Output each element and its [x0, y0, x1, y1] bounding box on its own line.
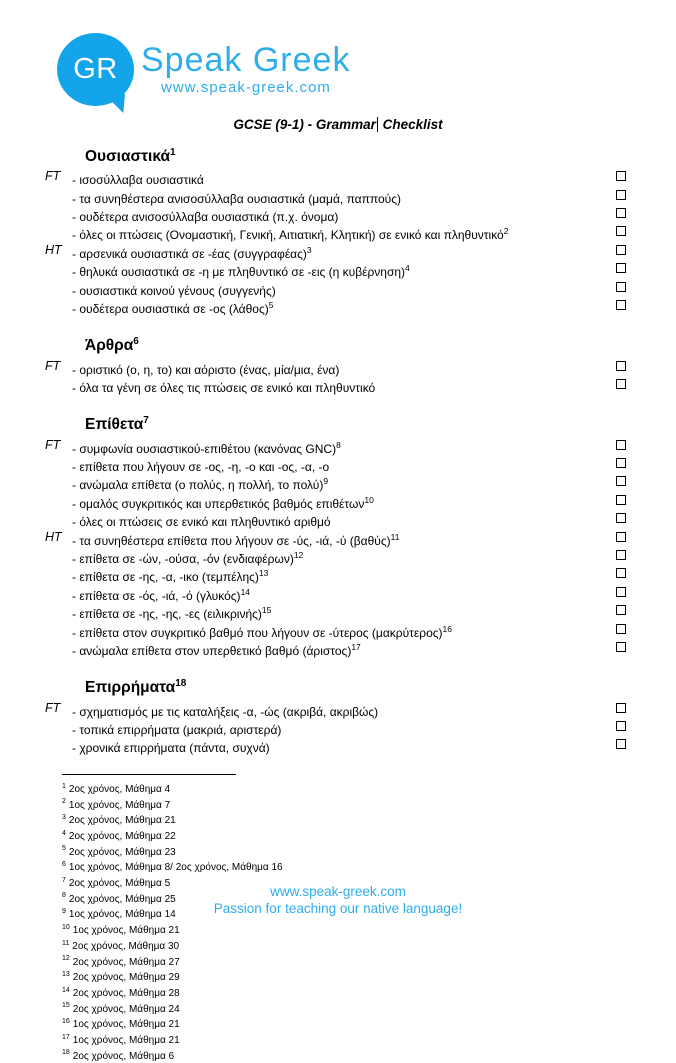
checklist-item-row: [45, 493, 626, 511]
checkbox[interactable]: [616, 361, 626, 371]
footnote-number: 18: [62, 1049, 70, 1057]
checkbox[interactable]: [616, 605, 626, 615]
item-text: [72, 280, 608, 298]
checkbox[interactable]: [616, 495, 626, 505]
section-heading-footnote-ref: 7: [143, 415, 149, 427]
item-text-body: - ουδέτερα ανισοσύλλαβα ουσιαστικά (π.χ. όνομα): [72, 209, 339, 224]
title-text-after-cursor: Checklist: [382, 117, 443, 132]
footnote: [62, 1016, 626, 1032]
footnote-number: 2: [62, 798, 66, 806]
item-footnote-ref: 2: [503, 226, 509, 237]
item-footnote-ref: 9: [323, 476, 329, 487]
section-heading-footnote-ref: 1: [170, 147, 176, 158]
item-text-body: - αρσενικά ουσιαστικά σε -έας (συγγραφέας): [72, 246, 307, 261]
sections: [45, 144, 626, 756]
item-text-body: - θηλυκά ουσιαστικά σε -η με πληθυντικό σε -εις (η κυβέρνηση): [72, 265, 406, 280]
item-footnote-ref: 15: [261, 605, 272, 616]
item-text-body: - επίθετα που λήγουν σε -ος, -η, -ο και -ος, -α, -ο: [72, 459, 330, 474]
footnote-text: 2ος χρόνος, Μάθημα 22: [68, 831, 176, 843]
item-text: [72, 719, 608, 737]
footnote-number: 9: [62, 908, 66, 916]
item-text: [72, 640, 608, 658]
item-text: [72, 438, 608, 456]
footnote-text: 2ος χρόνος, Μάθημα 29: [72, 972, 180, 984]
footnote-number: 12: [62, 955, 70, 963]
footnote-text: 2ος χρόνος, Μάθημα 24: [72, 1003, 180, 1015]
section-items: [45, 438, 626, 659]
footnote-list: [62, 781, 626, 1063]
section-heading-text: Επίθετα: [85, 416, 144, 434]
section-heading-text: Επιρρήματα: [85, 679, 176, 697]
item-text-body: - τα συνηθέστερα επίθετα που λήγουν σε -ύς, -ιά, -ύ (βαθύς): [72, 533, 391, 548]
checklist-item-row: [45, 530, 626, 548]
item-text: [72, 224, 608, 242]
brand-name: Speak Greek: [141, 41, 351, 79]
footnote-number: 5: [62, 845, 66, 853]
checkbox[interactable]: [616, 263, 626, 273]
checkbox[interactable]: [616, 208, 626, 218]
item-text: [72, 377, 608, 395]
checklist-item-row: [45, 224, 626, 242]
item-text: [72, 359, 608, 377]
checklist-item-row: [45, 640, 626, 658]
item-text: [72, 493, 608, 511]
checklist-item-row: [45, 719, 626, 737]
checklist-item-row: [45, 548, 626, 566]
item-footnote-ref: 10: [364, 494, 374, 505]
item-text: [72, 603, 608, 621]
footnote: [62, 1032, 626, 1048]
section-items: [45, 169, 626, 316]
checklist-item-row: [45, 206, 626, 224]
section-heading: [85, 675, 626, 697]
title-text-before-cursor: GCSE (9-1) - Grammar: [233, 117, 376, 132]
item-text-body: - επίθετα σε -ης, -ης, -ες (ειλικρινής): [72, 607, 262, 622]
item-text: [72, 298, 608, 316]
footnote: [62, 985, 626, 1001]
checkbox[interactable]: [616, 282, 626, 292]
footnote-text: 2ος χρόνος, Μάθημα 21: [68, 815, 176, 827]
footnote: [62, 1047, 626, 1063]
footnote-text: 1ος χρόνος, Μάθημα 8/ 2ος χρόνος, Μάθημα 16: [68, 862, 283, 874]
footnote-number: 4: [62, 829, 66, 837]
checkbox[interactable]: [616, 379, 626, 389]
item-text-body: - ανώμαλα επίθετα στον υπερθετικό βαθμό (άριστος): [72, 644, 352, 658]
checklist-item-row: [45, 566, 626, 584]
item-footnote-ref: 14: [240, 586, 251, 597]
footnote-text: 2ος χρόνος, Μάθημα 28: [72, 987, 180, 999]
item-text-body: - επίθετα σε -ης, -α, -ικο (τεμπέλης): [72, 570, 259, 585]
item-text-body: - ουδέτερα ουσιαστικά σε -ος (λάθος): [72, 302, 269, 316]
checklist-item-row: [45, 377, 626, 395]
checkbox[interactable]: [616, 568, 626, 578]
item-text: [72, 585, 608, 603]
item-text-body: - όλα τα γένη σε όλες τις πτώσεις σε ενικό και πληθυντικό: [72, 380, 376, 395]
checkbox[interactable]: [616, 739, 626, 749]
section-heading: [85, 144, 626, 166]
footnote-text: 1ος χρόνος, Μάθημα 14: [68, 909, 176, 921]
checkbox[interactable]: [616, 550, 626, 560]
item-footnote-ref: 3: [306, 244, 312, 255]
section-heading-text: Άρθρα: [85, 337, 134, 355]
footnote-number: 8: [62, 892, 66, 900]
checklist-content: [45, 144, 626, 1063]
brand-block: [141, 33, 350, 96]
tier-label: HT: [45, 242, 62, 257]
item-text-body: - όλες οι πτώσεις (Ονομαστική, Γενική, Αιτιατική, Κλητική) σε ενικό και πληθυντικό: [72, 228, 504, 243]
footer-tagline: Passion for teaching our native language!: [213, 900, 463, 916]
item-text-body: - επίθετα στον συγκριτικό βαθμό που λήγουν σε -ύτερος (μακρύτερος): [72, 625, 443, 640]
footnote-number: 17: [62, 1033, 70, 1041]
footnote-text: 2ος χρόνος, Μάθημα 30: [72, 940, 180, 952]
item-footnote-ref: 5: [268, 300, 274, 310]
item-text-body: - ομαλός συγκριτικός και υπερθετικός βαθμός επιθέτων: [72, 496, 365, 511]
item-text: [72, 530, 608, 548]
checklist-section: [45, 412, 626, 658]
footnote-text: 1ος χρόνος, Μάθημα 21: [72, 925, 180, 937]
checklist-item-row: [45, 622, 626, 640]
section-heading: [85, 333, 626, 355]
checklist-item-row: [45, 474, 626, 492]
footnote-number: 16: [62, 1017, 70, 1025]
item-text-body: - τα συνηθέστερα ανισοσύλλαβα ουσιαστικά (μαμά, παππούς): [72, 191, 402, 206]
item-text: [72, 548, 608, 566]
checklist-item-row: [45, 243, 626, 261]
checkbox[interactable]: [616, 642, 626, 652]
footnote-text: 2ος χρόνος, Μάθημα 23: [68, 846, 176, 858]
footnote-text: 1ος χρόνος, Μάθημα 7: [68, 799, 171, 811]
item-footnote-ref: 4: [405, 263, 410, 274]
checkbox[interactable]: [616, 532, 626, 542]
item-footnote-ref: 16: [442, 623, 452, 634]
text-cursor: [377, 117, 378, 132]
checkbox[interactable]: [616, 226, 626, 236]
checkbox[interactable]: [616, 171, 626, 181]
footnote: [62, 953, 626, 969]
checkbox[interactable]: [616, 476, 626, 486]
footnote-number: 1: [62, 782, 66, 790]
tier-label: FT: [45, 437, 61, 452]
item-text-body: - σχηματισμός με τις καταλήξεις -α, -ώς (ακριβά, ακριβώς): [72, 704, 379, 719]
item-text-body: - χρονικά επιρρήματα (πάντα, συχνά): [72, 741, 270, 756]
footnote-separator: [62, 774, 236, 775]
item-footnote-ref: 12: [293, 549, 304, 560]
item-text: [72, 456, 608, 474]
footnote-text: 2ος χρόνος, Μάθημα 5: [68, 878, 171, 890]
footnote-number: 11: [62, 939, 70, 947]
footnote-text: 1ος χρόνος, Μάθημα 21: [72, 1034, 180, 1046]
page-title: [0, 117, 676, 132]
footnote-text: 1ος χρόνος, Μάθημα 21: [72, 1019, 180, 1031]
item-footnote-ref: 8: [336, 439, 341, 450]
checklist-item-row: [45, 585, 626, 603]
item-text: [72, 474, 608, 492]
item-footnote-ref: 11: [390, 531, 400, 542]
footnote: [62, 812, 626, 828]
checklist-item-row: [45, 511, 626, 529]
item-text-body: - ανώμαλα επίθετα (ο πολύς, η πολλή, το πολύ): [72, 478, 324, 493]
item-text: [72, 188, 608, 206]
item-footnote-ref: 17: [351, 642, 361, 652]
item-text-body: - συμφωνία ουσιαστικού-επιθέτου (κανόνας GNC): [72, 441, 337, 456]
checklist-item-row: [45, 169, 626, 187]
item-text: [72, 206, 608, 224]
section-heading-footnote-ref: 18: [175, 678, 187, 690]
footnote-text: 2ος χρόνος, Μάθημα 27: [72, 956, 180, 968]
footnote-text: 2ος χρόνος, Μάθημα 25: [68, 893, 176, 905]
checklist-section: [45, 333, 626, 395]
checklist-item-row: [45, 737, 626, 755]
footnote: [62, 843, 626, 859]
item-text-body: - τοπικά επιρρήματα (μακριά, αριστερά): [72, 722, 282, 737]
footnote: [62, 796, 626, 812]
item-text: [72, 622, 608, 640]
footnote-number: 10: [62, 923, 70, 931]
footnote: [62, 969, 626, 985]
footnote-number: 15: [62, 1002, 70, 1010]
footnote: [62, 828, 626, 844]
item-footnote-ref: 13: [258, 568, 269, 579]
checklist-item-row: [45, 603, 626, 621]
checkbox[interactable]: [616, 300, 626, 310]
checklist-item-row: [45, 456, 626, 474]
checkbox[interactable]: [616, 190, 626, 200]
checkbox[interactable]: [616, 624, 626, 634]
checkbox[interactable]: [616, 440, 626, 450]
logo: [57, 33, 350, 106]
item-text: [72, 566, 608, 584]
footnotes: [62, 774, 626, 1063]
tier-label: FT: [45, 700, 61, 715]
section-heading-text: Ουσιαστικά: [85, 148, 171, 166]
footnote-number: 13: [62, 970, 70, 978]
footnote: [62, 922, 626, 938]
item-text: [72, 243, 608, 261]
footer-website: www.speak-greek.com: [270, 884, 406, 899]
footnote-number: 6: [62, 861, 66, 869]
checklist-item-row: [45, 298, 626, 316]
speech-bubble-icon: [57, 33, 134, 106]
checklist-item-row: [45, 438, 626, 456]
checklist-item-row: [45, 280, 626, 298]
item-text-body: - όλες οι πτώσεις σε ενικό και πληθυντικό αριθμό: [72, 515, 331, 530]
checkbox[interactable]: [616, 458, 626, 468]
checklist-item-row: [45, 359, 626, 377]
item-text: [72, 701, 608, 719]
footnote: [62, 859, 626, 875]
checkbox[interactable]: [616, 513, 626, 523]
tier-label: FT: [45, 169, 61, 184]
checklist-section: [45, 144, 626, 316]
checkbox[interactable]: [616, 703, 626, 713]
item-text-body: - οριστικό (ο, η, το) και αόριστο (ένας, μία/μια, ένα): [72, 362, 340, 377]
checklist-item-row: [45, 188, 626, 206]
checklist-item-row: [45, 261, 626, 279]
footnote-number: 3: [62, 814, 66, 822]
section-heading: [85, 412, 626, 434]
page-footer: [0, 884, 676, 917]
checkbox[interactable]: [616, 245, 626, 255]
footnote-number: 14: [62, 986, 70, 994]
footnote-number: 7: [62, 876, 66, 884]
item-text: [72, 261, 608, 279]
checkbox[interactable]: [616, 587, 626, 597]
footnote-text: 2ος χρόνος, Μάθημα 4: [68, 784, 171, 796]
checklist-item-row: [45, 701, 626, 719]
logo-bubble-text: GR: [73, 53, 118, 85]
checkbox[interactable]: [616, 721, 626, 731]
footnote: [62, 781, 626, 797]
item-text-body: - επίθετα σε -ός, -ιά, -ό (γλυκός): [72, 588, 241, 603]
tier-label: FT: [45, 358, 61, 373]
item-text-body: - επίθετα σε -ών, -ούσα, -όν (ενδιαφέρων): [72, 551, 294, 566]
checklist-section: [45, 675, 626, 755]
item-text-body: - ισοσύλλαβα ουσιαστικά: [72, 173, 204, 188]
item-text: [72, 511, 608, 529]
footnote: [62, 1000, 626, 1016]
item-text: [72, 169, 608, 187]
brand-website: www.speak-greek.com: [161, 79, 331, 96]
section-heading-footnote-ref: 6: [133, 336, 139, 348]
section-items: [45, 701, 626, 756]
tier-label: HT: [45, 529, 62, 544]
footnote-text: 2ος χρόνος, Μάθημα 6: [72, 1050, 175, 1062]
item-text-body: - ουσιαστικά κοινού γένους (συγγενής): [72, 283, 276, 298]
footnote: [62, 938, 626, 954]
section-items: [45, 359, 626, 396]
item-text: [72, 737, 608, 755]
